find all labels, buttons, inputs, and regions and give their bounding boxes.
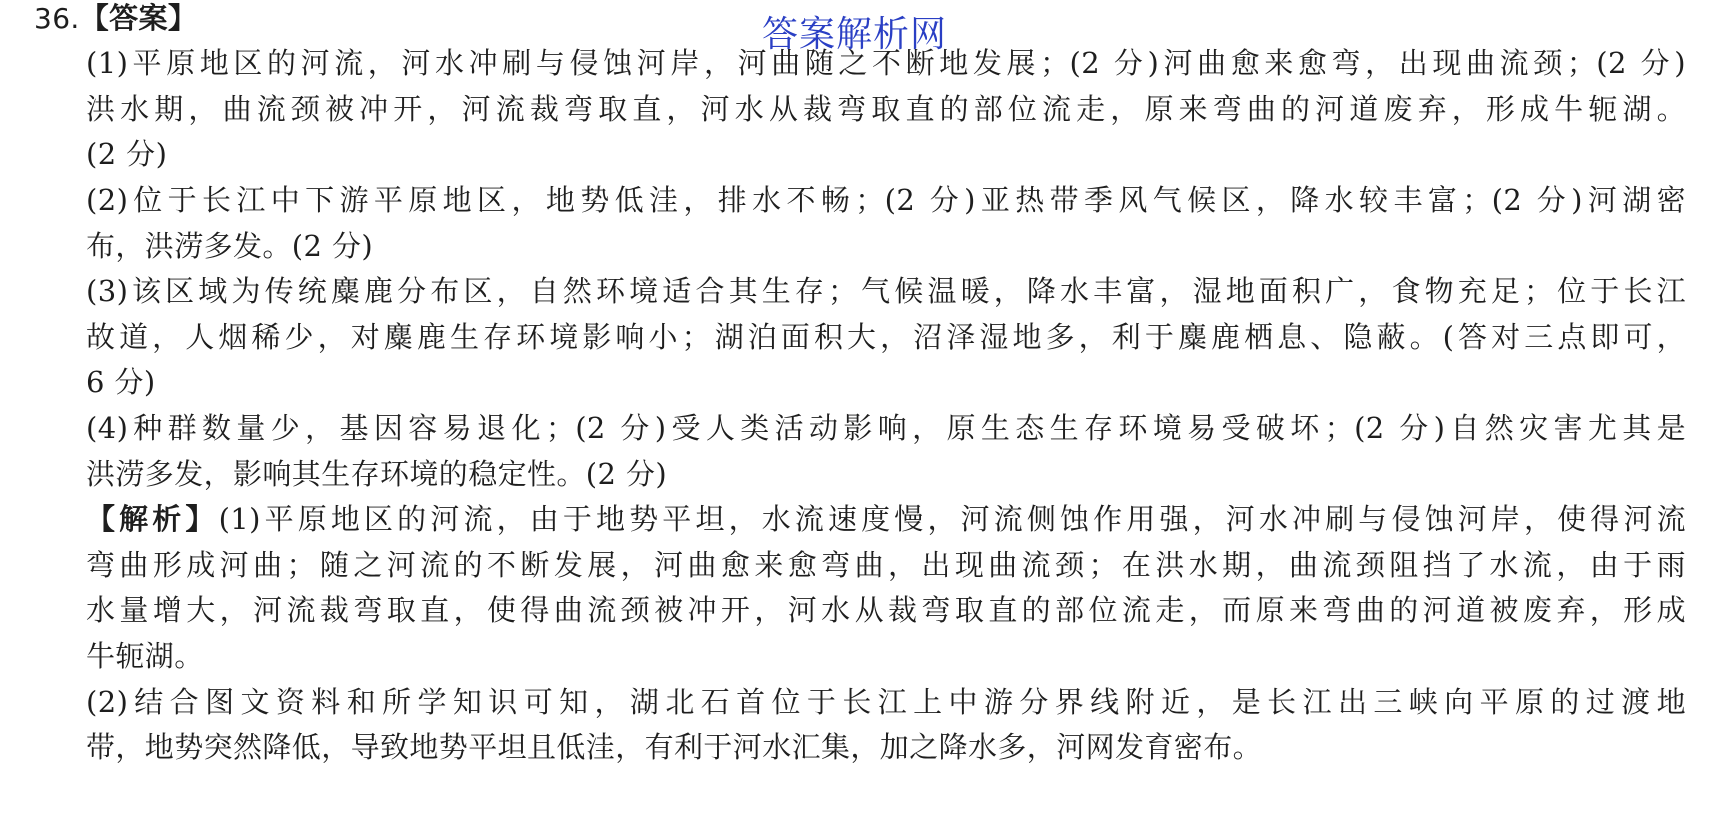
question-number: 36.	[34, 2, 80, 35]
analysis-line: (2)结合图文资料和所学知识可知，湖北石首位于长江上中游分界线附近，是长江出三峡向平原的过渡地	[86, 685, 1686, 719]
answer-line: (2)位于长江中下游平原地区，地势低洼，排水不畅；(2 分)亚热带季风气候区，降水较丰富；(2 分)河湖密	[86, 183, 1686, 217]
analysis-line: 带，地势突然降低，导致地势平坦且低洼，有利于河水汇集，加之降水多，河网发育密布。	[86, 730, 1263, 764]
analysis-first-line-text: (1)平原地区的河流，由于地势平坦，水流速度慢，河流侧蚀作用强，河水冲刷与侵蚀河岸，使得河流	[218, 502, 1686, 536]
answer-line: (2 分)	[86, 137, 168, 171]
analysis-header-line	[86, 501, 1686, 537]
answer-tag: 【答案】	[79, 1, 198, 35]
answer-line: 洪水期，曲流颈被冲开，河流裁弯取直，河水从裁弯取直的部位流走，原来弯曲的河道废弃，形成牛轭湖。	[86, 92, 1686, 126]
answer-line: (1)平原地区的河流，河水冲刷与侵蚀河岸，河曲随之不断地发展；(2 分)河曲愈来愈弯，出现曲流颈；(2 分)	[86, 46, 1686, 80]
analysis-line: 弯曲形成河曲；随之河流的不断发展，河曲愈来愈弯曲，出现曲流颈；在洪水期，曲流颈阻挡了水流，由于雨	[86, 548, 1686, 582]
question-header	[34, 0, 197, 37]
answer-line: 洪涝多发，影响其生存环境的稳定性。(2 分)	[86, 457, 668, 491]
analysis-tag: 【解析】	[86, 502, 219, 536]
answer-line: (4)种群数量少，基因容易退化；(2 分)受人类活动影响，原生态生存环境易受破坏；(2 分)自然灾害尤其是	[86, 411, 1686, 445]
answer-line: (3)该区域为传统麋鹿分布区，自然环境适合其生存；气候温暖，降水丰富，湿地面积广，食物充足；位于长江	[86, 274, 1686, 308]
answer-line: 6 分)	[86, 365, 156, 399]
analysis-line: 牛轭湖。	[86, 639, 204, 673]
answer-line: 故道，人烟稀少，对麋鹿生存环境影响小；湖泊面积大，沼泽湿地多，利于麋鹿栖息、隐蔽。(答对三点即可，	[86, 320, 1686, 354]
answer-line: 布，洪涝多发。(2 分)	[86, 229, 374, 263]
analysis-line: 水量增大，河流裁弯取直，使得曲流颈被冲开，河水从裁弯取直的部位流走，而原来弯曲的河道被废弃，形成	[86, 593, 1686, 627]
watermark-text: 答案解析网	[762, 14, 948, 55]
